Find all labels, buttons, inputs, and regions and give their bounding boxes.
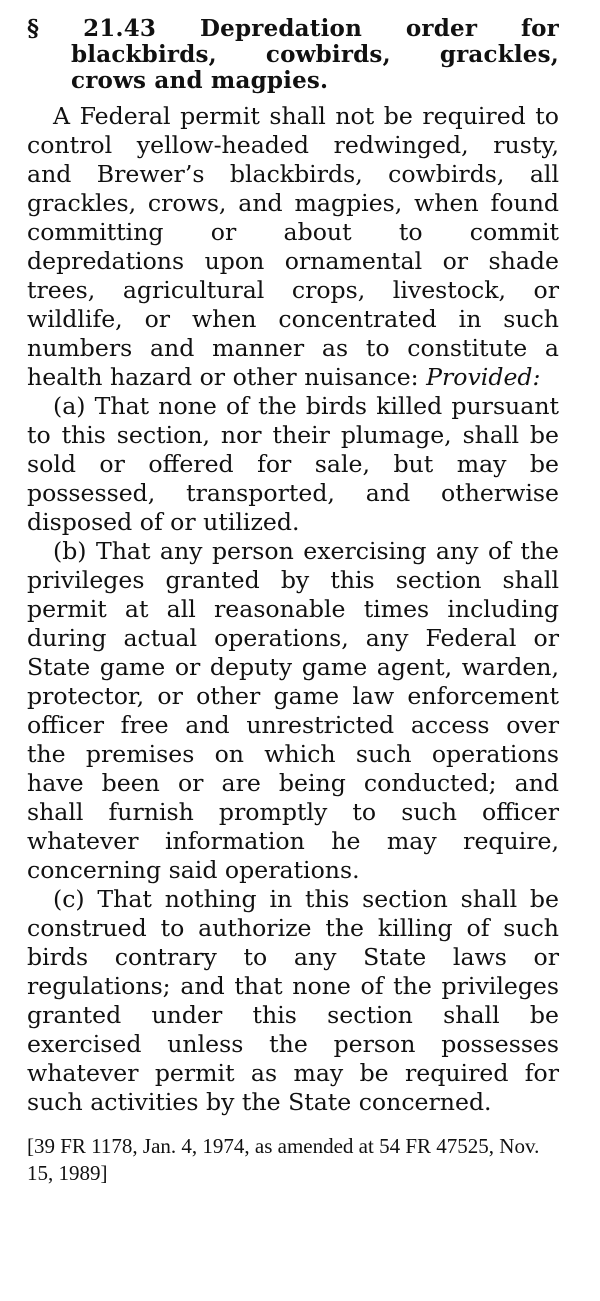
section-heading: § 21.43 Depredation order for blackbirds, cowbirds, grackles, crows and magpies. (27, 15, 559, 94)
intro-text: A Federal permit shall not be required to control yellow-headed redwinged, rusty, and Brewer’s blackbirds, cowbirds, all grackles, crows, and magpies, when found committing or about to commit depredations upon ornamental or shade trees, agricultural crops, livestock, or wildlife, or when concentrated in such numbers and manner as to constitute a health hazard or other nuisance: (27, 102, 559, 391)
proviso-label: Provided: (426, 363, 541, 391)
intro-paragraph (27, 102, 559, 392)
regulation-page (27, 16, 559, 1187)
source-citation: [39 FR 1178, Jan. 4, 1974, as amended at 54 FR 47525, Nov. 15, 1989] (27, 1134, 540, 1185)
paragraph-c: (c) That nothing in this section shall be construed to authorize the killing of such birds contrary to any State laws or regulations; and that none of the privileges granted under this section shall be exercised unless the person possesses whatever permit as may be required for such activities by the State concerned. (27, 885, 559, 1116)
paragraph-a: (a) That none of the birds killed pursuant to this section, nor their plumage, shall be sold or offered for sale, but may be possessed, transported, and otherwise disposed of or utilized. (27, 392, 559, 536)
paragraph-b: (b) That any person exercising any of the privileges granted by this section shall permit at all reasonable times including during actual operations, any Federal or State game or deputy game agent, warden, protector, or other game law enforcement officer free and unrestricted access over the premises on which such operations have been or are being conducted; and shall furnish promptly to such officer whatever information he may require, concerning said operations. (27, 537, 559, 884)
